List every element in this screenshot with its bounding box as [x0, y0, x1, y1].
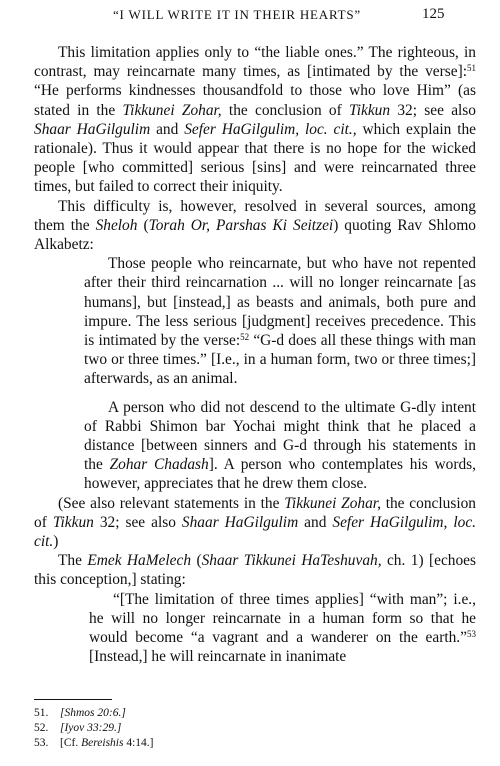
paragraph-2: This difficulty is, however, resolved in several sources, among them the Sheloh (Torah Or, Parshas Ki Seitzei) quoting Rav Shlomo Alkabetz: [34, 197, 476, 254]
footnote-51: 51. [Shmos 20:6.] [34, 707, 126, 719]
running-head: “I WILL WRITE IT IN THEIR HEARTS” [112, 7, 361, 22]
footnotes [34, 706, 154, 751]
paragraph-4: The Emek HaMelech (Shaar Tikkunei HaTeshuvah, ch. 1) [echoes this conception,] stating: [34, 552, 476, 589]
footnote-52: 52. [Iyov 33:29.] [34, 722, 122, 734]
footnote-rule [34, 699, 112, 700]
block-quote-2: A person who did not descend to the ultimate G-dly intent of Rabbi Shimon bar Yochai might think that he placed a distance [between sinners and G-d through his statements in the Zohar Chadash]. A person who contemplates his words, however, appreciates that he drew them close. [84, 398, 477, 493]
footnote-ref-51[interactable]: 51 [467, 63, 476, 74]
page-number: 125 [422, 6, 445, 22]
paragraph-3: (See also relevant statements in the Tikkunei Zohar, the conclusion of Tikkun 32; see also Shaar HaGilgulim and Sefer HaGilgulim, loc. cit.) [34, 494, 477, 551]
block-quote-1: Those people who reincarnate, but who have not repented after their third reincarnation ... will no longer reincarnate [as humans], but [instead,] as beasts and animals, both pure and impure. The less serious [judgment] receives precedence. This is intimated by the verse:$^{52}$ “G-d does all these things with man two or three times.” [I.e., in a human form, two or three times;] afterwards, as an animal. [84, 255, 477, 388]
block-quote-3: “[The limitation of three times applies] “with man”; i.e., he will no longer reincarnate in a human form so that he would become “a vagrant and a wanderer on the earth.”$^{53}$ [Instead,] he will reincarnate in inanimate [89, 590, 476, 666]
paragraph-1: This limitation applies only to “the liable ones.” The righteous, in contrast, may reincarnate many times, as [intimated by the verse]:$^{51}$ “He performs kindnesses thousandfold to those who love Him” (as stated in the Tikkunei Zohar, the conclusion of Tikkun 32; see also Shaar HaGilgulim and Sefer HaGilgulim, loc. cit., which explain the rationale). Thus it would appear that there is no hope for the wicked people [who committed] serious [sins] and were reincarnated three times, but failed to correct their iniquity. [34, 44, 477, 196]
body-text [34, 43, 476, 667]
footnote-ref-52[interactable]: 52 [240, 332, 250, 343]
footnote-53: 53. [Cf. Bereishis 4:14.] [34, 737, 154, 749]
footnote-ref-53[interactable]: 53 [467, 629, 476, 640]
